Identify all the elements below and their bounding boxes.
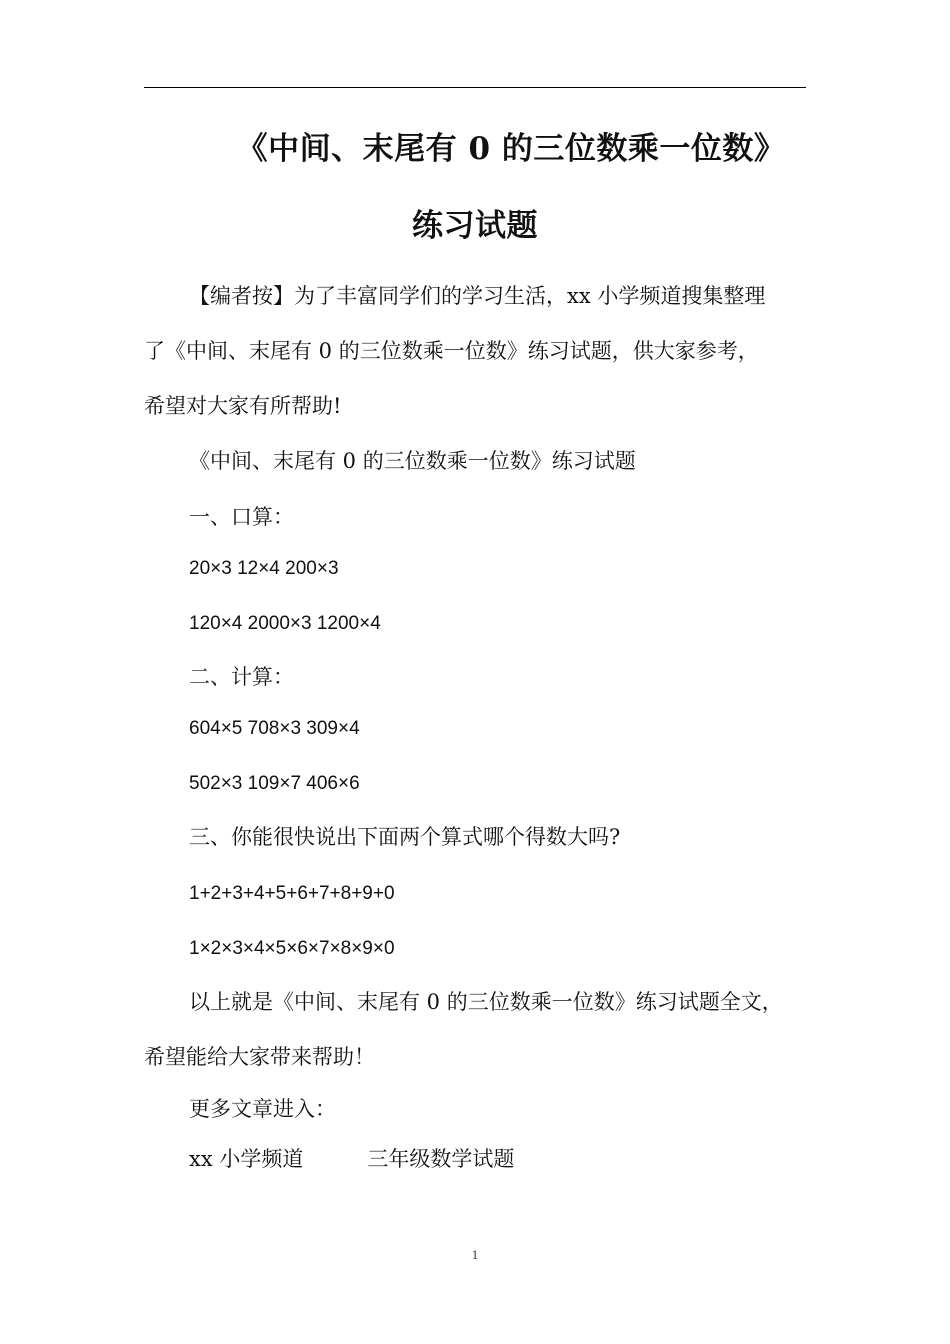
section-1-row-2: 120×4 2000×3 1200×4	[189, 613, 381, 634]
section-2-row-1: 604×5 708×3 309×4	[189, 718, 360, 739]
document-title-line-2: 练习试题	[412, 208, 538, 244]
section-3-row-1: 1+2+3+4+5+6+7+8+9+0	[189, 883, 395, 904]
closing-line-1: 以上就是《中间、末尾有 0 的三位数乘一位数》练习试题全文，	[189, 990, 783, 1014]
related-links	[189, 1145, 514, 1173]
section-3-row-2: 1×2×3×4×5×6×7×8×9×0	[189, 938, 395, 959]
intro-line-3: 希望对大家有所帮助!	[144, 394, 342, 418]
section-2-row-2: 502×3 109×7 406×6	[189, 773, 360, 794]
intro-line-2: 了《中间、末尾有 0 的三位数乘一位数》练习试题，供大家参考，	[144, 339, 759, 363]
closing-line-2: 希望能给大家带来帮助！	[144, 1045, 375, 1069]
section-3-heading: 三、你能很快说出下面两个算式哪个得数大吗?	[189, 825, 621, 849]
document-title-line-1: 《中间、末尾有 0 的三位数乘一位数》	[236, 131, 786, 167]
intro-line-1: 【编者按】为了丰富同学们的学习生活，xx 小学频道搜集整理	[189, 284, 766, 308]
more-articles-label: 更多文章进入：	[189, 1097, 336, 1121]
section-1-heading: 一、口算：	[189, 505, 294, 529]
section-2-heading: 二、计算：	[189, 665, 294, 689]
link-primary-channel[interactable]: xx 小学频道	[189, 1147, 304, 1171]
link-grade3-math-tests[interactable]: 三年级数学试题	[367, 1147, 515, 1171]
page-number: 1	[471, 1247, 479, 1262]
subtitle: 《中间、末尾有 0 的三位数乘一位数》练习试题	[189, 449, 636, 473]
header-rule	[144, 87, 806, 88]
section-1-row-1: 20×3 12×4 200×3	[189, 558, 339, 579]
